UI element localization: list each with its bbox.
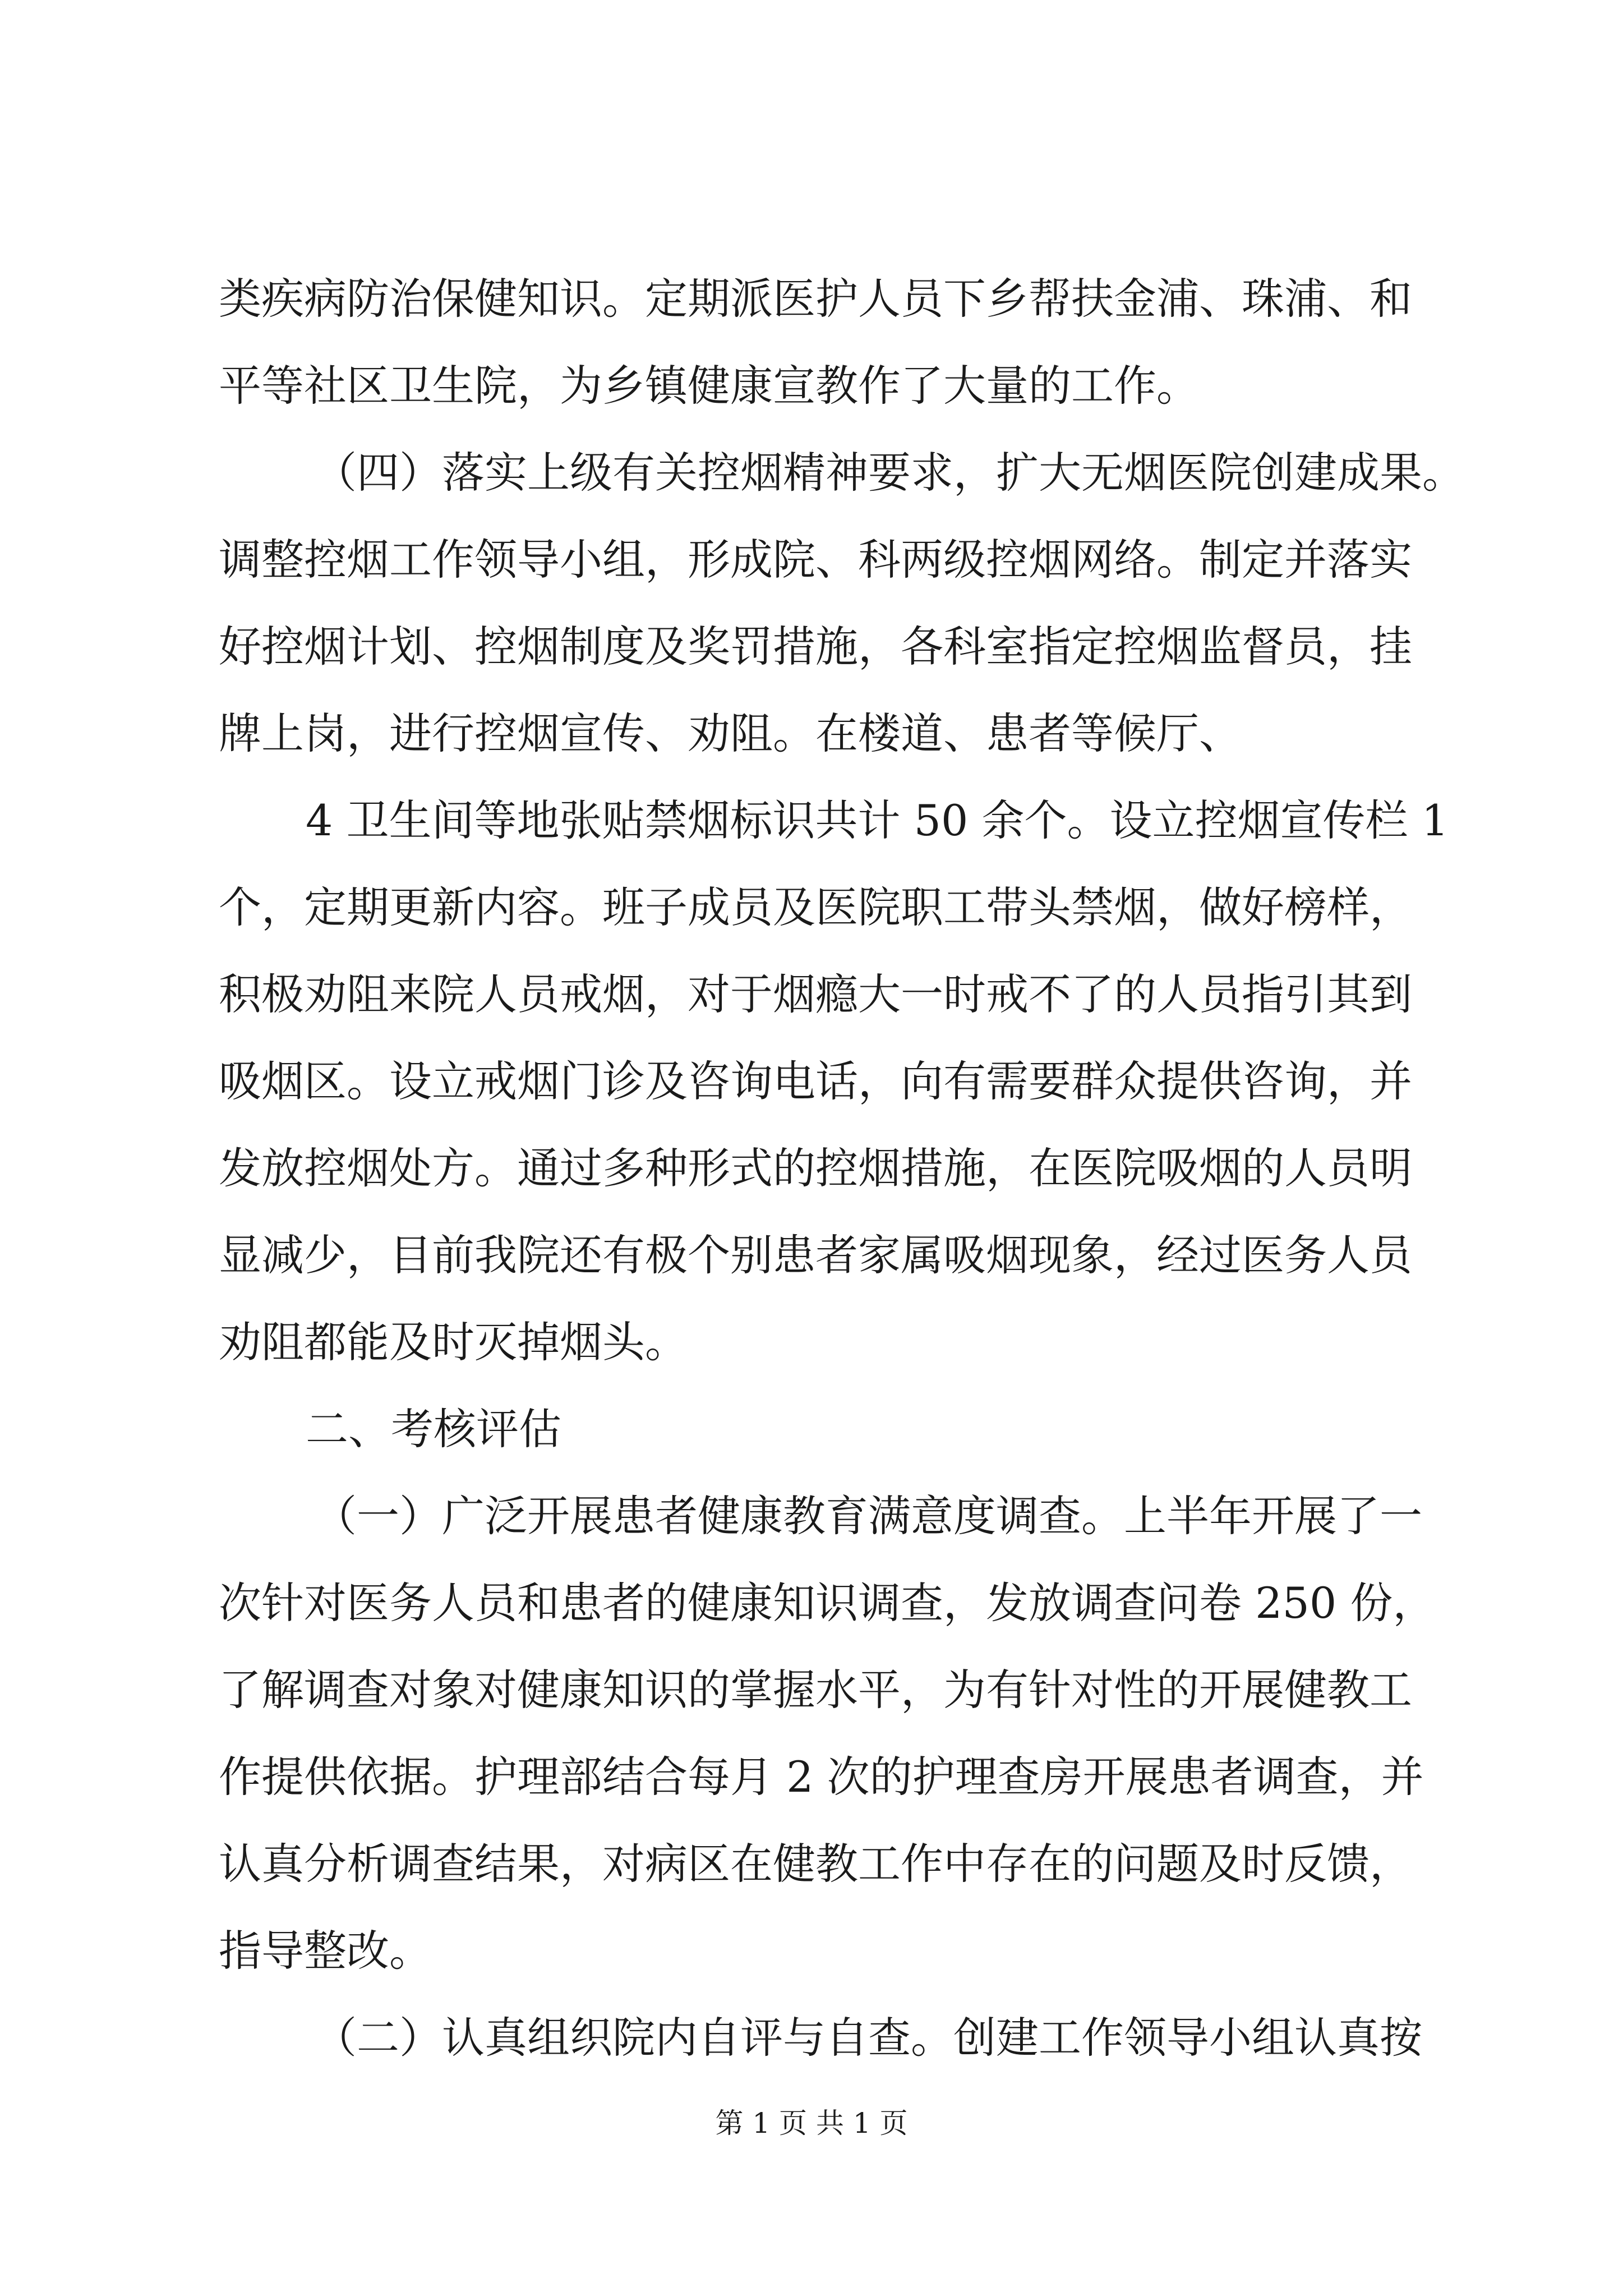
text-line: （四）落实上级有关控烟精神要求，扩大无烟医院创建成果。 bbox=[314, 448, 1465, 498]
text-line: 发放控烟处方。通过多种形式的控烟措施，在医院吸烟的人员明 bbox=[219, 1143, 1412, 1193]
text-line: 指导整改。 bbox=[219, 1926, 432, 1976]
text-line: 显减少，目前我院还有极个别患者家属吸烟现象，经过医务人员 bbox=[219, 1230, 1412, 1280]
text-line: 类疾病防治保健知识。定期派医护人员下乡帮扶金浦、珠浦、和 bbox=[219, 274, 1412, 324]
text-line: 积极劝阻来院人员戒烟，对于烟瘾大一时戒不了的人员指引其到 bbox=[219, 969, 1412, 1019]
text-line: （一）广泛开展患者健康教育满意度调查。上半年开展了一 bbox=[314, 1491, 1422, 1541]
text-line: 好控烟计划、控烟制度及奖罚措施，各科室指定控烟监督员，挂 bbox=[219, 622, 1412, 671]
text-line: 了解调查对象对健康知识的掌握水平，为有针对性的开展健教工 bbox=[219, 1665, 1412, 1715]
text-line: 次针对医务人员和患者的健康知识调查，发放调查问卷 250 份， bbox=[219, 1578, 1436, 1628]
text-line: 吸烟区。设立戒烟门诊及咨询电话，向有需要群众提供咨询，并 bbox=[219, 1056, 1412, 1106]
text-line: （二）认真组织院内自评与自查。创建工作领导小组认真按 bbox=[314, 2013, 1422, 2063]
section-heading: 二、考核评估 bbox=[306, 1404, 561, 1454]
text-line: 劝阻都能及时灭掉烟头。 bbox=[219, 1317, 688, 1367]
text-line: 认真分析调查结果，对病区在健教工作中存在的问题及时反馈， bbox=[219, 1839, 1412, 1889]
text-line: 调整控烟工作领导小组，形成院、科两级控烟网络。制定并落实 bbox=[219, 535, 1412, 585]
text-line: 牌上岗，进行控烟宣传、劝阻。在楼道、患者等候厅、 bbox=[219, 708, 1242, 758]
page-number-footer: 第 1 页 共 1 页 bbox=[715, 2107, 908, 2139]
text-line: 平等社区卫生院，为乡镇健康宣教作了大量的工作。 bbox=[219, 361, 1199, 411]
text-line: 作提供依据。护理部结合每月 2 次的护理查房开展患者调查，并 bbox=[219, 1752, 1424, 1802]
text-line: 个，定期更新内容。班子成员及医院职工带头禁烟，做好榜样， bbox=[219, 882, 1412, 932]
text-line: 4 卫生间等地张贴禁烟标识共计 50 余个。设立控烟宣传栏 1 bbox=[306, 795, 1449, 845]
